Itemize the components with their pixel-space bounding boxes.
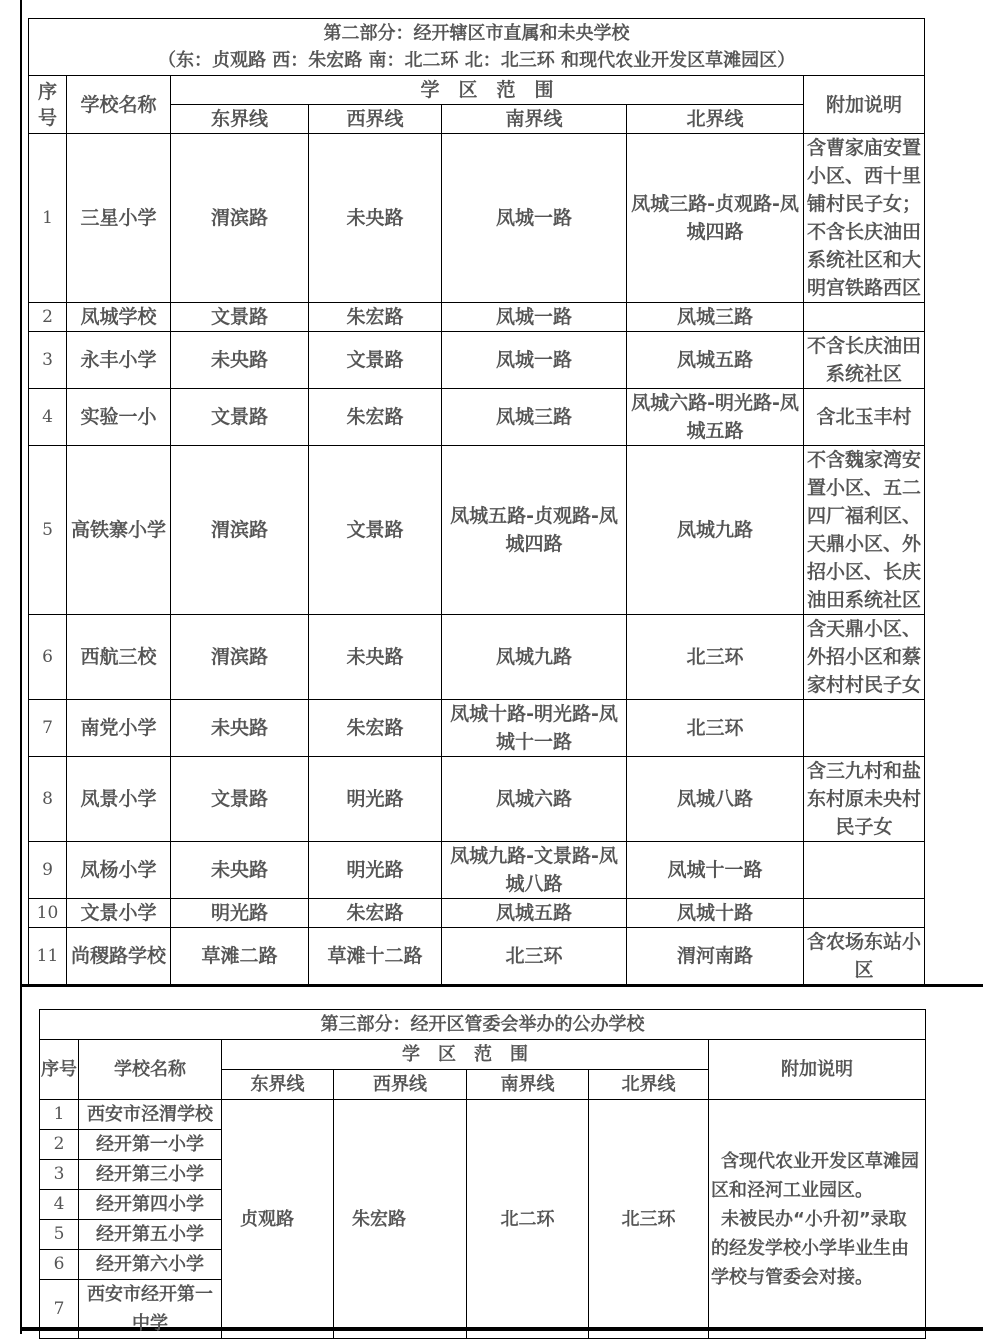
header-range: 学 区 范 围 [222,1040,709,1070]
row-school: 经开第一小学 [79,1130,222,1160]
row-east: 渭滨路 [171,446,309,615]
row-east: 文景路 [171,757,309,842]
row-school: 西安市泾渭学校 [79,1100,222,1130]
header-seq: 序号 [29,76,67,134]
header-east: 东界线 [171,105,309,134]
row-north: 北三环 [627,700,804,757]
row-notes: 含曹家庙安置小区、西十里铺村民子女；不含长庆油田系统社区和大明宫铁路西区 [804,134,925,303]
table-row [29,446,925,615]
header-notes: 附加说明 [804,76,925,134]
row-school: 经开第五小学 [79,1220,222,1250]
header-range: 学 区 范 围 [171,76,804,105]
row-notes: 含农场东站小区 [804,928,925,985]
header-north: 北界线 [627,105,804,134]
row-seq: 9 [29,842,67,899]
row-west: 朱宏路 [309,899,442,928]
part2-subtitle: （东：贞观路 西：朱宏路 南：北二环 北：北三环 和现代农业开发区草滩园区） [158,50,796,71]
shared-east: 贞观路 [222,1100,334,1339]
part3-table [39,1009,926,1339]
table-row [29,615,925,700]
row-seq: 10 [29,899,67,928]
table-row [29,757,925,842]
row-east: 未央路 [171,842,309,899]
row-east: 未央路 [171,332,309,389]
table-row [29,842,925,899]
part2-table [28,18,925,985]
row-seq: 1 [29,134,67,303]
row-west: 明光路 [309,842,442,899]
header-school: 学校名称 [67,76,171,134]
row-school: 经开第三小学 [79,1160,222,1190]
row-school: 西航三校 [67,615,171,700]
row-notes: 不含长庆油田系统社区 [804,332,925,389]
table-row [29,389,925,446]
row-notes [804,899,925,928]
row-seq: 5 [29,446,67,615]
row-south: 凤城一路 [442,134,627,303]
row-school: 凤城学校 [67,303,171,332]
row-seq: 11 [29,928,67,985]
row-south: 凤城十路-明光路-凤城十一路 [442,700,627,757]
row-north: 凤城六路-明光路-凤城五路 [627,389,804,446]
table-row [29,700,925,757]
page-left-border [20,0,22,1334]
row-south: 凤城三路 [442,389,627,446]
row-seq: 4 [40,1190,79,1220]
row-south: 凤城一路 [442,303,627,332]
row-south: 凤城五路 [442,899,627,928]
row-south: 凤城九路-文景路-凤城八路 [442,842,627,899]
header-south: 南界线 [442,105,627,134]
row-south: 凤城九路 [442,615,627,700]
shared-north: 北三环 [589,1100,709,1339]
row-north: 凤城三路-贞观路-凤城四路 [627,134,804,303]
part2-title-cell [29,19,925,76]
row-east: 草滩二路 [171,928,309,985]
row-school: 经开第四小学 [79,1190,222,1220]
row-school: 凤杨小学 [67,842,171,899]
row-notes: 含北玉丰村 [804,389,925,446]
row-notes: 含天鼎小区、外招小区和蔡家村村民子女 [804,615,925,700]
notes-line-2: 未被民办“小升初”录取的经发学校小学毕业生由学校与管委会对接。 [711,1208,909,1288]
row-school: 西安市经开第一中学 [79,1280,222,1339]
row-seq: 2 [40,1130,79,1160]
row-seq: 2 [29,303,67,332]
row-seq: 5 [40,1220,79,1250]
row-north: 凤城十路 [627,899,804,928]
row-east: 文景路 [171,389,309,446]
row-south: 凤城六路 [442,757,627,842]
row-notes: 不含魏家湾安置小区、五二四厂福利区、天鼎小区、外招小区、长庆油田系统社区 [804,446,925,615]
shared-notes [709,1100,926,1339]
row-school: 永丰小学 [67,332,171,389]
row-north: 凤城三路 [627,303,804,332]
row-school: 凤景小学 [67,757,171,842]
row-west: 草滩十二路 [309,928,442,985]
row-south: 凤城一路 [442,332,627,389]
row-east: 渭滨路 [171,134,309,303]
row-north: 北三环 [627,615,804,700]
row-west: 文景路 [309,332,442,389]
row-seq: 4 [29,389,67,446]
row-seq: 7 [29,700,67,757]
table-row [29,303,925,332]
row-notes [804,842,925,899]
table-row [29,332,925,389]
table-row [40,1100,926,1130]
row-north: 凤城五路 [627,332,804,389]
row-west: 朱宏路 [309,389,442,446]
row-north: 渭河南路 [627,928,804,985]
row-seq: 6 [40,1250,79,1280]
row-south: 凤城五路-贞观路-凤城四路 [442,446,627,615]
row-school: 经开第六小学 [79,1250,222,1280]
row-school: 实验一小 [67,389,171,446]
row-seq: 1 [40,1100,79,1130]
row-seq: 3 [40,1160,79,1190]
row-school: 三星小学 [67,134,171,303]
row-north: 凤城八路 [627,757,804,842]
row-notes: 含三九村和盐东村原未央村民子女 [804,757,925,842]
table-row [29,899,925,928]
row-seq: 8 [29,757,67,842]
header-south: 南界线 [467,1070,589,1100]
row-east: 渭滨路 [171,615,309,700]
row-seq: 6 [29,615,67,700]
part3-title: 第三部分：经开区管委会举办的公办学校 [40,1010,926,1040]
header-school: 学校名称 [79,1040,222,1100]
notes-line-1: 含现代农业开发区草滩园区和泾河工业园区。 [711,1150,919,1201]
row-west: 朱宏路 [309,700,442,757]
row-west: 未央路 [309,615,442,700]
shared-west: 朱宏路 [334,1100,467,1339]
row-notes [804,700,925,757]
row-seq: 7 [40,1280,79,1339]
row-west: 文景路 [309,446,442,615]
part2-title: 第二部分：经开辖区市直属和未央学校 [323,23,630,44]
row-west: 朱宏路 [309,303,442,332]
row-north: 凤城十一路 [627,842,804,899]
header-west: 西界线 [334,1070,467,1100]
row-west: 明光路 [309,757,442,842]
row-school: 文景小学 [67,899,171,928]
row-school: 高铁寨小学 [67,446,171,615]
table-row [29,134,925,303]
row-south: 北三环 [442,928,627,985]
row-east: 明光路 [171,899,309,928]
row-east: 文景路 [171,303,309,332]
table-row [29,928,925,985]
shared-south: 北二环 [467,1100,589,1339]
header-seq: 序号 [40,1040,79,1100]
header-east: 东界线 [222,1070,334,1100]
row-school: 南党小学 [67,700,171,757]
row-seq: 3 [29,332,67,389]
row-school: 尚稷路学校 [67,928,171,985]
row-west: 未央路 [309,134,442,303]
row-north: 凤城九路 [627,446,804,615]
header-north: 北界线 [589,1070,709,1100]
header-west: 西界线 [309,105,442,134]
row-east: 未央路 [171,700,309,757]
row-notes [804,303,925,332]
header-notes: 附加说明 [709,1040,926,1100]
